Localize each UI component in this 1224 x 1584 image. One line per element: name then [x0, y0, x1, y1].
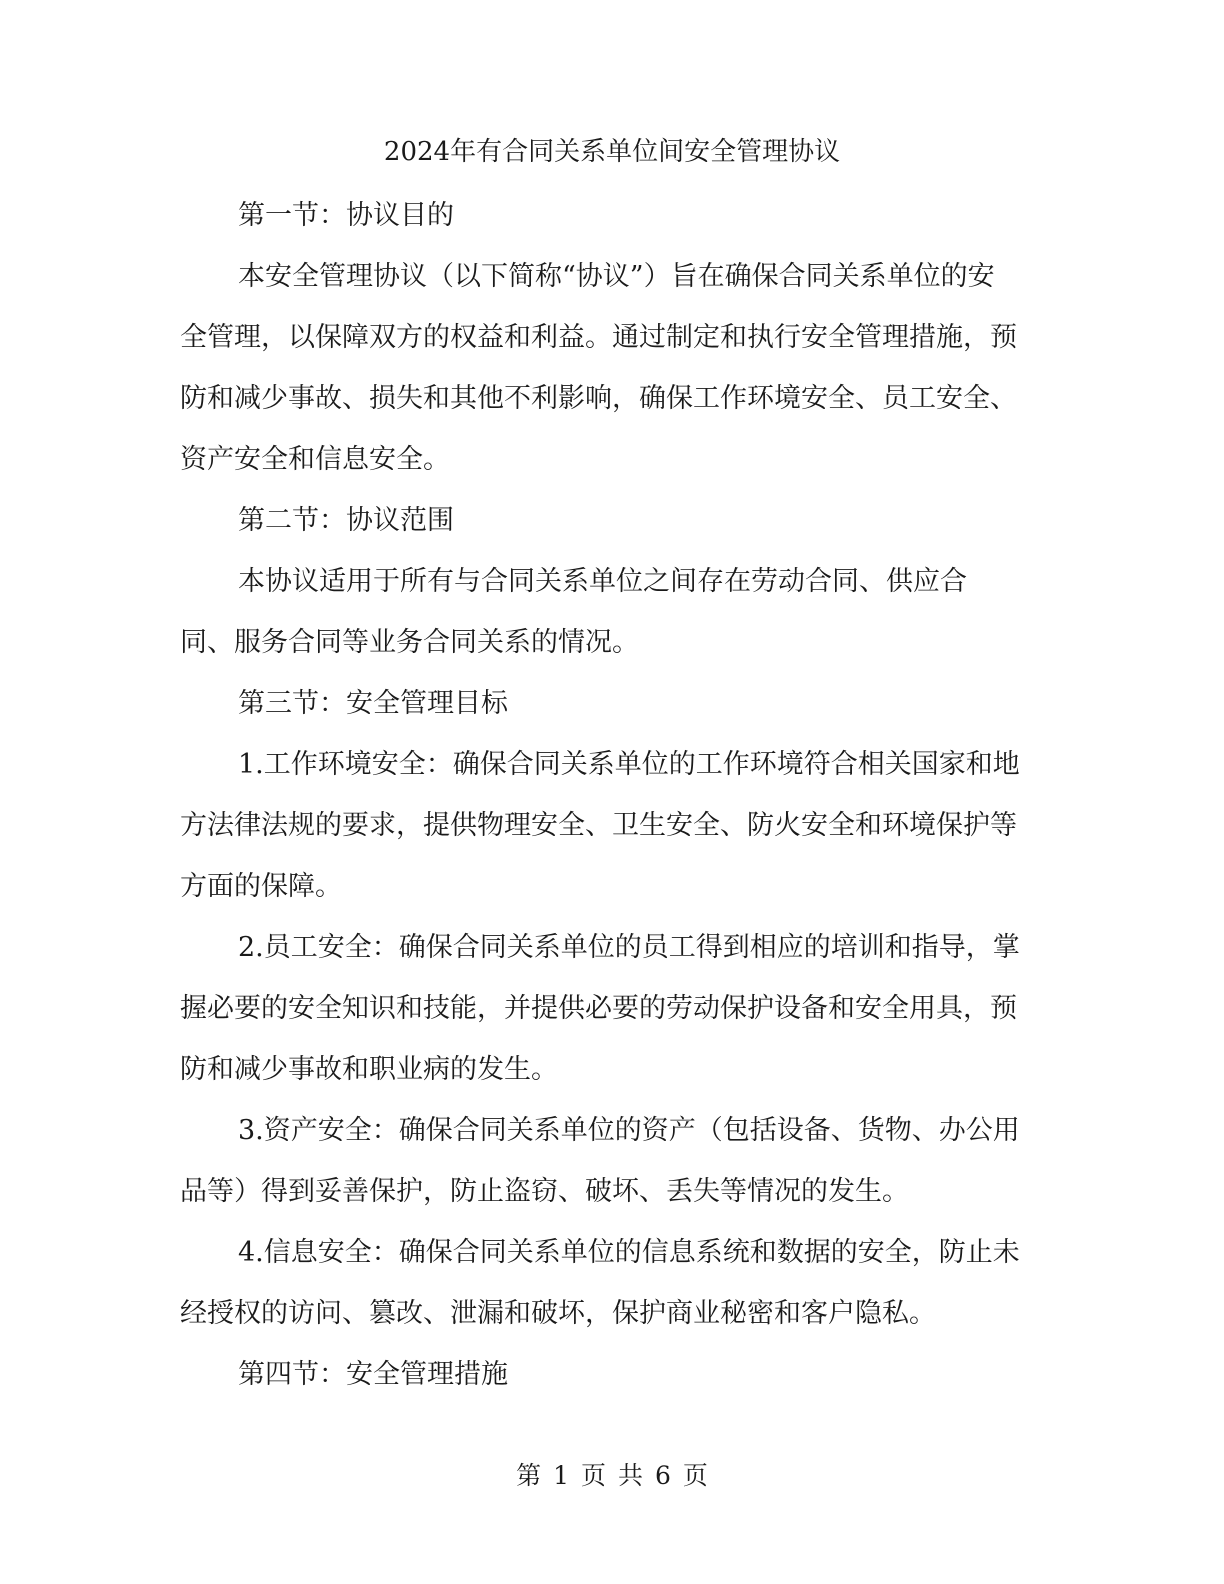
footer-page-word: 页 [580, 1461, 606, 1490]
section-heading-4: 第四节：安全管理措施 [238, 1359, 508, 1390]
page-footer [0, 1456, 1224, 1496]
paragraph-goal-4: 4.信息安全：确保合同关系单位的信息系统和数据的安全，防止未经授权的访问、篡改、泄漏和破坏，保护商业秘密和客户隐私。 [180, 1237, 1020, 1329]
paragraph-goal-3: 3.资产安全：确保合同关系单位的资产（包括设备、货物、办公用品等）得到妥善保护，防止盗窃、破坏、丢失等情况的发生。 [180, 1115, 1020, 1207]
paragraph-goal-1: 1.工作环境安全：确保合同关系单位的工作环境符合相关国家和地方法律法规的要求，提供物理安全、卫生安全、防火安全和环境保护等方面的保障。 [180, 749, 1020, 902]
footer-current-page: 1 [553, 1461, 569, 1490]
footer-total-word: 共 [618, 1461, 644, 1490]
document-body [180, 185, 1020, 1405]
section-heading-1: 第一节：协议目的 [238, 200, 454, 231]
paragraph-purpose: 本安全管理协议（以下简称“协议”）旨在确保合同关系单位的安全管理，以保障双方的权益和利益。通过制定和执行安全管理措施，预防和减少事故、损失和其他不利影响，确保工作环境安全、员工安全、资产安全和信息安全。 [180, 261, 1017, 475]
section-heading-3: 第三节：安全管理目标 [238, 688, 508, 719]
footer-suffix: 页 [682, 1461, 708, 1490]
paragraph-scope: 本协议适用于所有与合同关系单位之间存在劳动合同、供应合同、服务合同等业务合同关系的情况。 [180, 566, 967, 658]
section-heading-2: 第二节：协议范围 [238, 505, 454, 536]
footer-prefix: 第 [516, 1461, 542, 1490]
paragraph-goal-2: 2.员工安全：确保合同关系单位的员工得到相应的培训和指导，掌握必要的安全知识和技能，并提供必要的劳动保护设备和安全用具，预防和减少事故和职业病的发生。 [180, 932, 1020, 1085]
footer-total-pages: 6 [655, 1461, 671, 1490]
document-title: 2024年有合同关系单位间安全管理协议 [383, 137, 841, 167]
